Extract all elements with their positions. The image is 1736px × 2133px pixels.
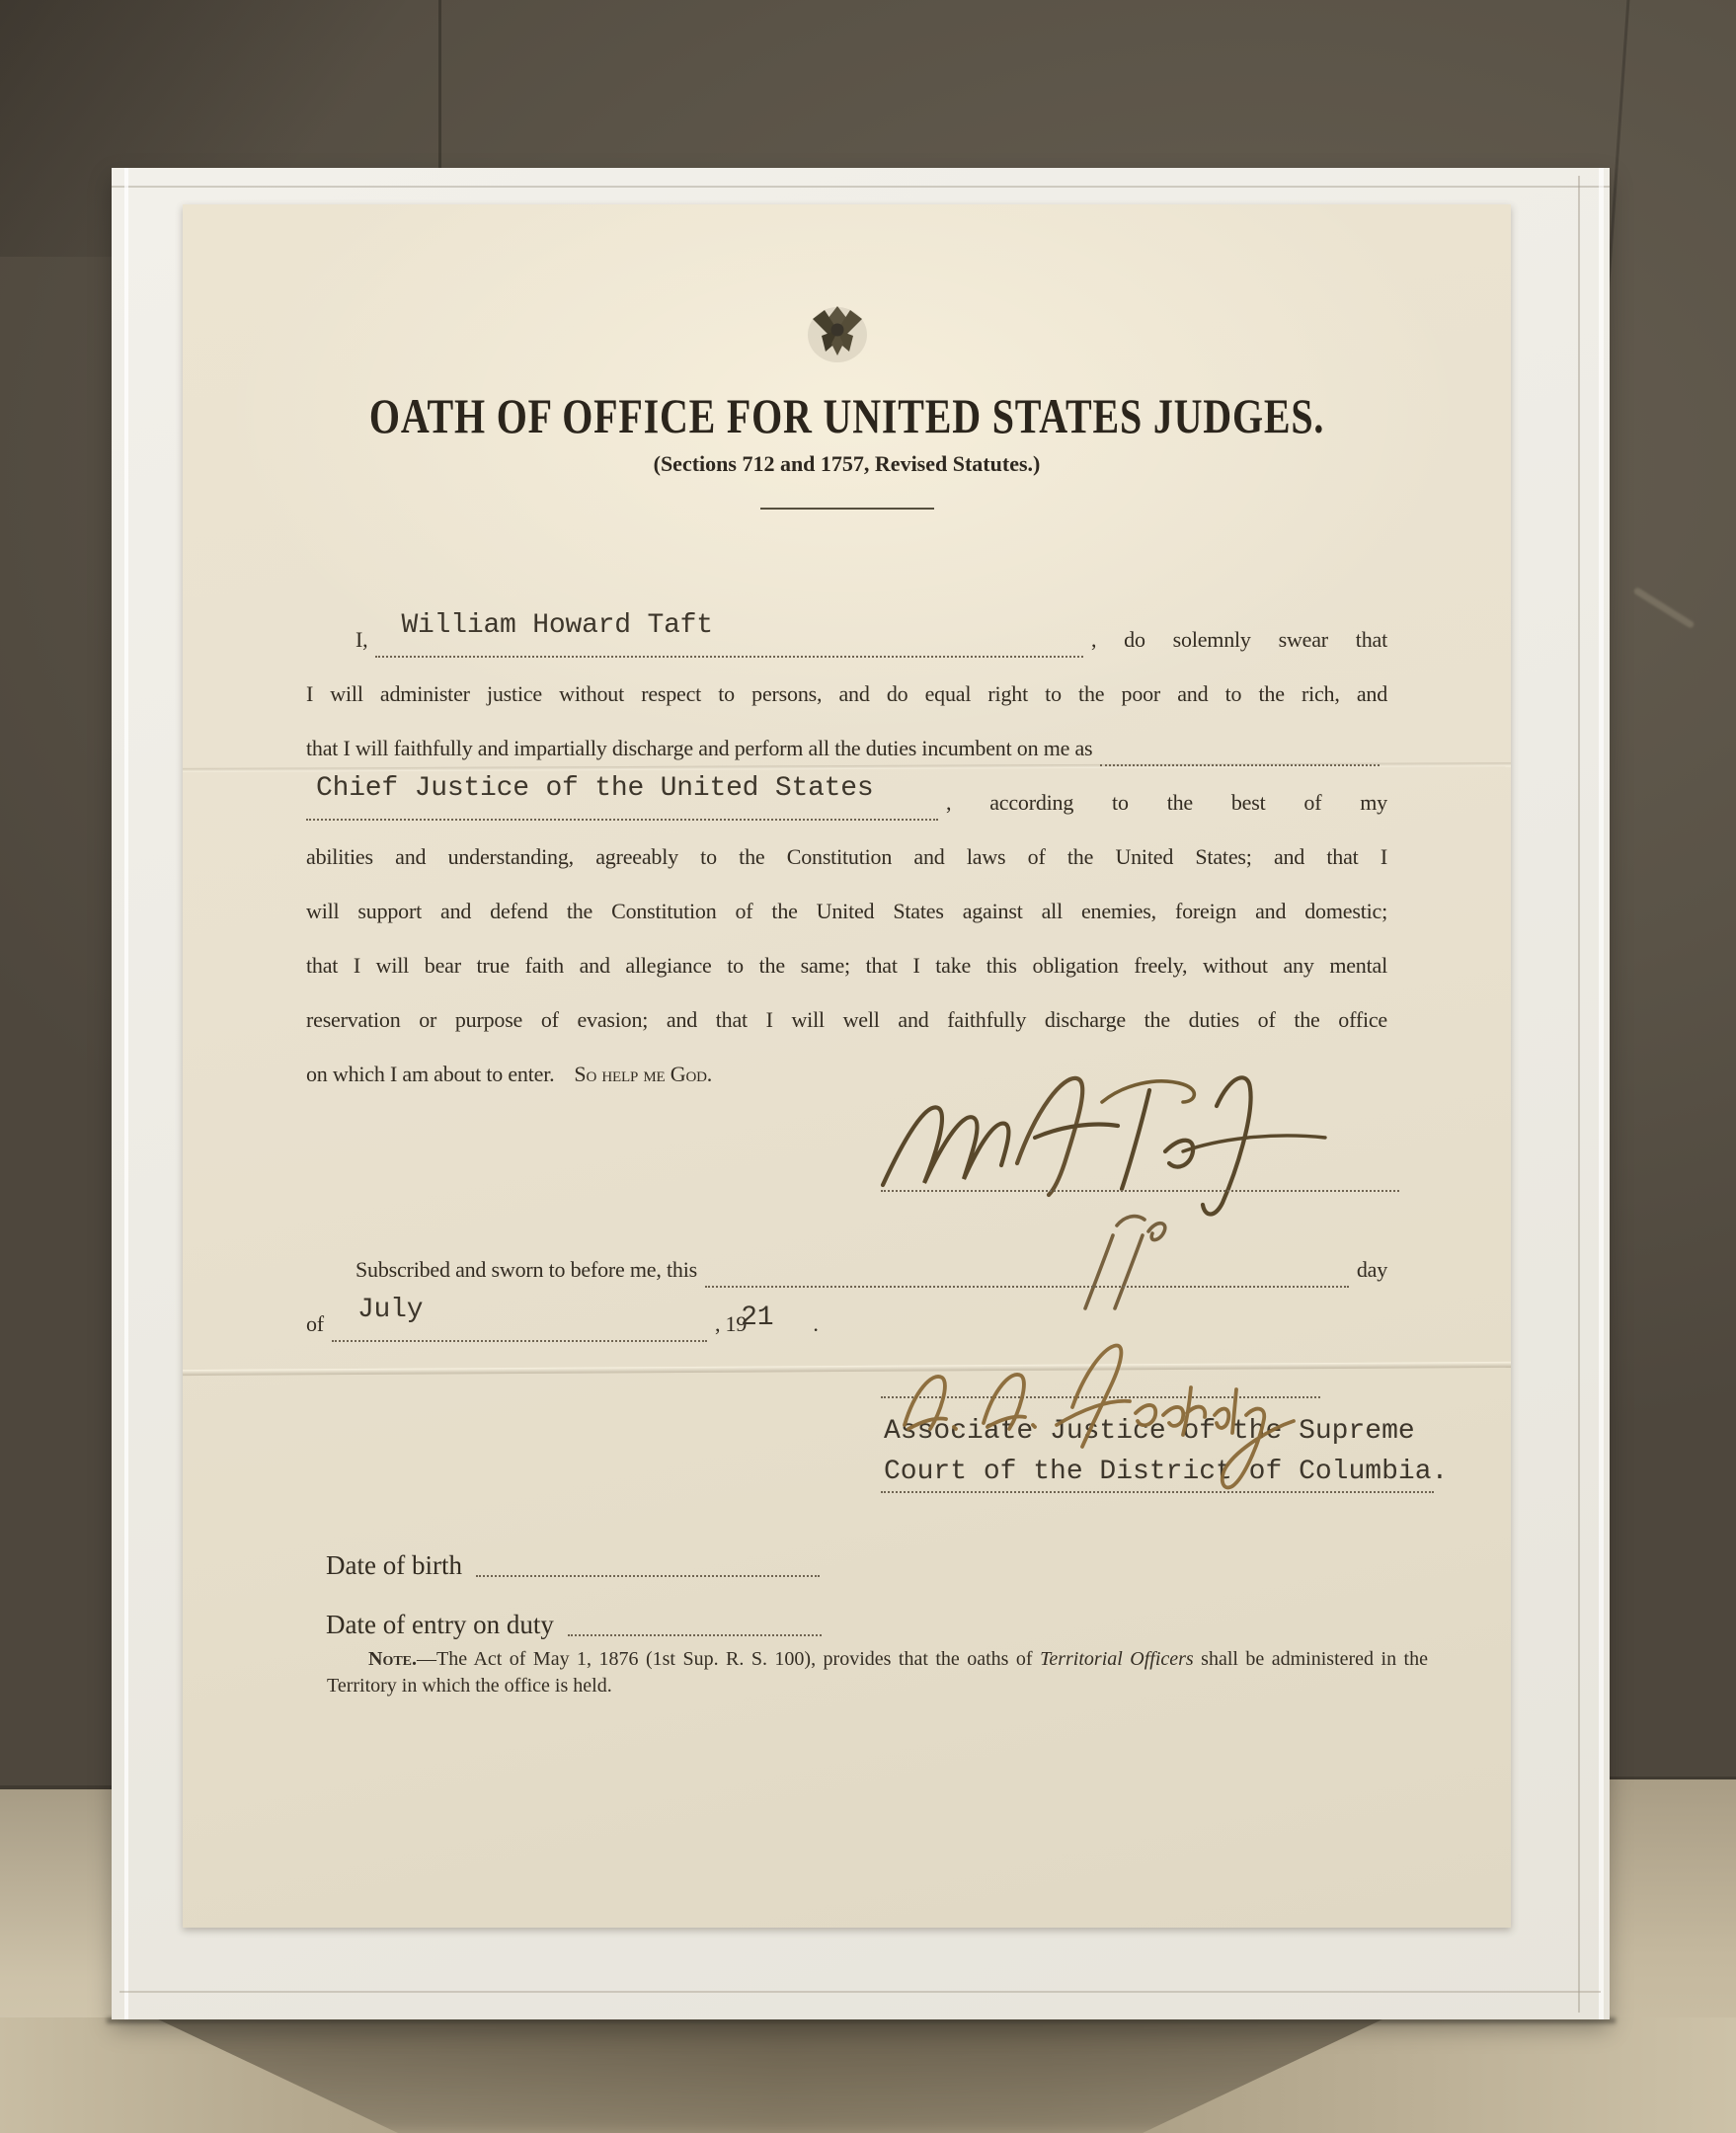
typed-year: 21 — [741, 1303, 774, 1333]
typed-name: William Howard Taft — [401, 610, 713, 641]
document-subtitle: (Sections 712 and 1757, Revised Statutes.) — [653, 451, 1041, 476]
oath-line-1 — [306, 612, 1387, 667]
day-word: day — [1356, 1257, 1387, 1282]
date-of-entry-label: Date of entry on duty — [326, 1610, 554, 1639]
note-italic-phrase: Territorial Officers — [1040, 1648, 1194, 1670]
hoehling-signature-text — [889, 1498, 890, 1499]
board-edge-right-highlight — [1599, 168, 1604, 2019]
jurat-title-line-2: Court of the District of Columbia. — [884, 1457, 1449, 1487]
oath-intro: I, — [355, 627, 368, 652]
fastener-alt-text — [805, 363, 806, 364]
oath-line-6: will support and defend the Constitution of the United States against all enemies, foreign and domestic; — [306, 899, 1387, 923]
month-blank — [332, 1295, 707, 1342]
paper-fastener-icon — [805, 298, 870, 363]
oath-line-2: I will administer justice without respect to persons, and do equal right to the poor and to the rich, and — [306, 681, 1387, 706]
oath-after-name: , do solemnly swear that — [1091, 627, 1387, 652]
jurat-line-1 — [306, 1242, 1387, 1297]
oath-after-office: , according to the best of my — [946, 790, 1387, 815]
taft-signature-text — [869, 1217, 870, 1218]
board-bevel-right — [1578, 176, 1580, 2013]
note-text-2: shall be administered in the Territory in which the office is held. — [327, 1648, 1428, 1697]
wall-seam-left — [438, 0, 441, 174]
jurat-line-1-text: Subscribed and sworn to before me, this — [355, 1257, 697, 1282]
board-bevel-bottom — [119, 1991, 1601, 1993]
oath-line-4 — [306, 775, 1387, 830]
date-of-birth-row — [326, 1545, 820, 1585]
hoehling-signature — [889, 1330, 1313, 1498]
oath-line-8: reservation or purpose of evasion; and that I will well and faithfully discharge the duties of the office — [306, 1007, 1387, 1032]
period-mark: . — [813, 1311, 819, 1336]
wall-scuff-mark — [1632, 587, 1695, 629]
board-edge-left-highlight — [124, 168, 128, 2019]
oath-line-3-text: that I will faithfully and impartially discharge and perform all the duties incumbent on me as — [306, 736, 1093, 760]
note-paragraph — [327, 1646, 1428, 1699]
so-help-me-god: So help me God. — [574, 1062, 713, 1086]
office-blank-lead — [1100, 725, 1380, 766]
date-of-entry-row — [326, 1605, 822, 1644]
oath-line-7: that I will bear true faith and allegiance to the same; that I take this obligation freely, without any mental — [306, 953, 1387, 978]
date-of-birth-label: Date of birth — [326, 1550, 462, 1580]
year-printed: , 19 — [714, 1311, 748, 1336]
typed-month: July — [356, 1295, 424, 1325]
document-paper — [183, 204, 1511, 1928]
document-title — [183, 387, 1511, 444]
date-of-entry-blank — [568, 1607, 822, 1636]
day-blank — [705, 1246, 1349, 1288]
oath-line-5: abilities and understanding, agreeably to the Constitution and laws of the United States; and that I — [306, 844, 1387, 869]
title-divider-rule — [760, 508, 934, 510]
note-label: Note. — [368, 1648, 418, 1670]
office-blank — [306, 773, 938, 821]
taft-signature — [869, 1068, 1343, 1217]
oath-paragraph — [306, 612, 1387, 1101]
jurat-title-line-1: Associate Justice of the Supreme — [884, 1416, 1415, 1447]
typed-office: Chief Justice of the United States — [316, 773, 874, 804]
of-label: of — [306, 1311, 324, 1336]
date-of-birth-blank — [476, 1547, 820, 1577]
display-board — [112, 168, 1610, 2019]
oath-line-9-text: on which I am about to enter. — [306, 1062, 555, 1086]
oath-signature-line — [881, 1190, 1399, 1192]
document-title-text: OATH OF OFFICE FOR UNITED STATES JUDGES. — [368, 388, 1325, 443]
board-bevel-top — [112, 186, 1610, 188]
note-text-1: —The Act of May 1, 1876 (1st Sup. R. S. 100), provides that the oaths of — [417, 1648, 1041, 1670]
name-blank — [375, 610, 1083, 658]
